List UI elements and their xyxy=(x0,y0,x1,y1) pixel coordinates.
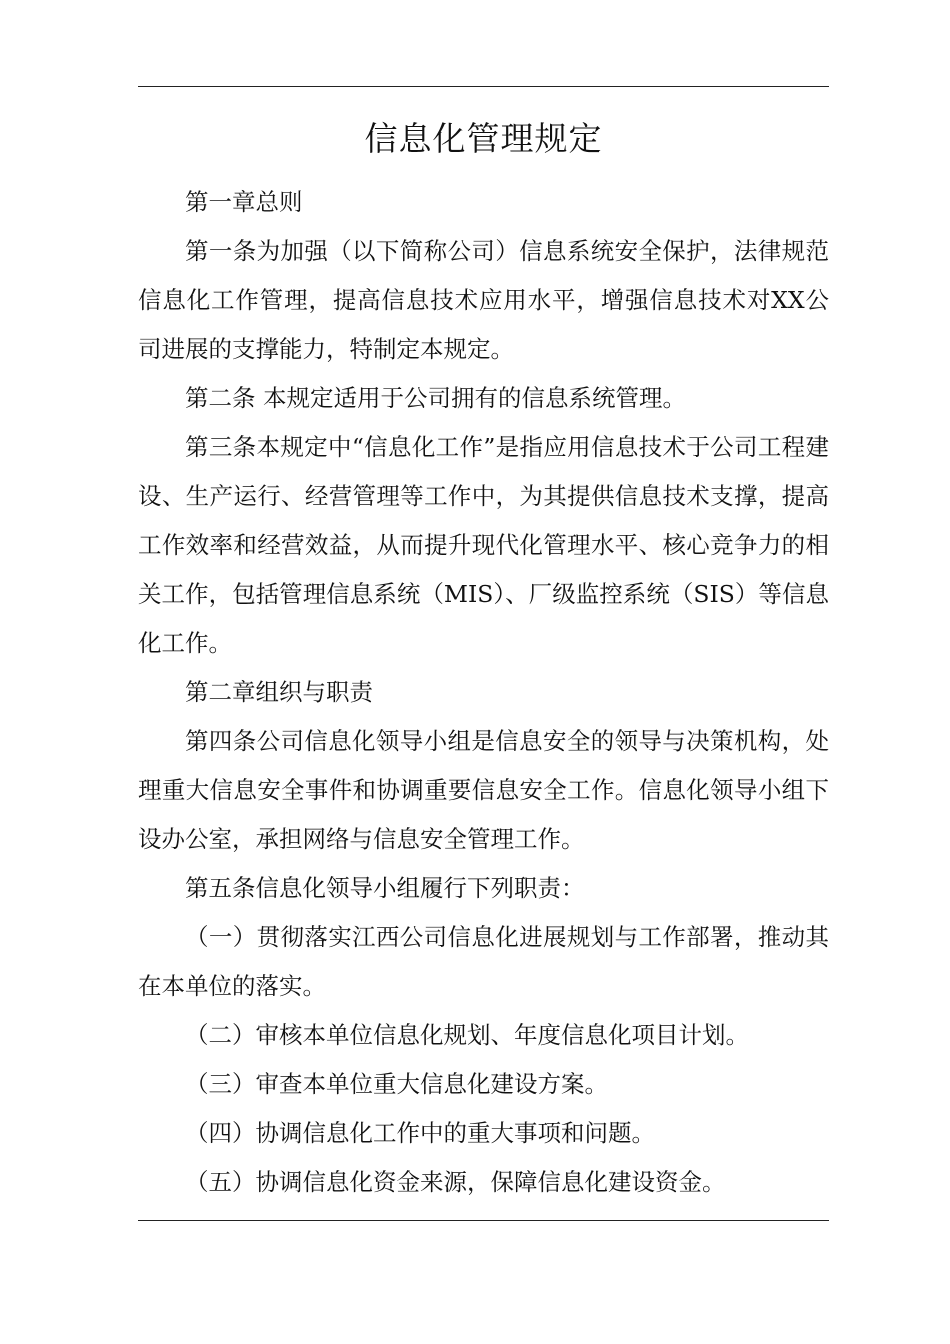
document-body xyxy=(138,178,829,1207)
article-paragraph: 第三条本规定中“信息化工作”是指应用信息技术于公司工程建设、生产运行、经营管理等工作中，为其提供信息技术支撑，提高工作效率和经营效益，从而提升现代化管理水平、核心竞争力的相关工作，包括管理信息系统（MIS）、厂级监控系统（SIS）等信息化工作。 xyxy=(138,433,829,657)
article-paragraph: 第四条公司信息化领导小组是信息安全的领导与决策机构，处理重大信息安全事件和协调重要信息安全工作。信息化领导小组下设办公室，承担网络与信息安全管理工作。 xyxy=(138,727,829,853)
article-paragraph: 第一条为加强（以下简称公司）信息系统安全保护，法律规范信息化工作管理，提高信息技术应用水平，增强信息技术对XX公司进展的支撑能力，特制定本规定。 xyxy=(138,237,829,363)
chapter-heading: 第一章总则 xyxy=(185,188,303,216)
article-paragraph: 第五条信息化领导小组履行下列职责： xyxy=(185,874,585,902)
list-item: （二）审核本单位信息化规划、年度信息化项目计划。 xyxy=(185,1021,749,1049)
list-item: （三）审查本单位重大信息化建设方案。 xyxy=(185,1070,608,1098)
header-rule xyxy=(138,86,829,87)
list-item: （一）贯彻落实江西公司信息化进展规划与工作部署，推动其在本单位的落实。 xyxy=(138,923,829,1000)
footer-rule xyxy=(138,1220,829,1221)
article-paragraph: 第二条 本规定适用于公司拥有的信息系统管理。 xyxy=(185,384,686,412)
chapter-heading: 第二章组织与职责 xyxy=(185,678,373,706)
list-item: （五）协调信息化资金来源，保障信息化建设资金。 xyxy=(185,1168,726,1196)
list-item: （四）协调信息化工作中的重大事项和问题。 xyxy=(185,1119,655,1147)
document-title: 信息化管理规定 xyxy=(364,119,603,158)
